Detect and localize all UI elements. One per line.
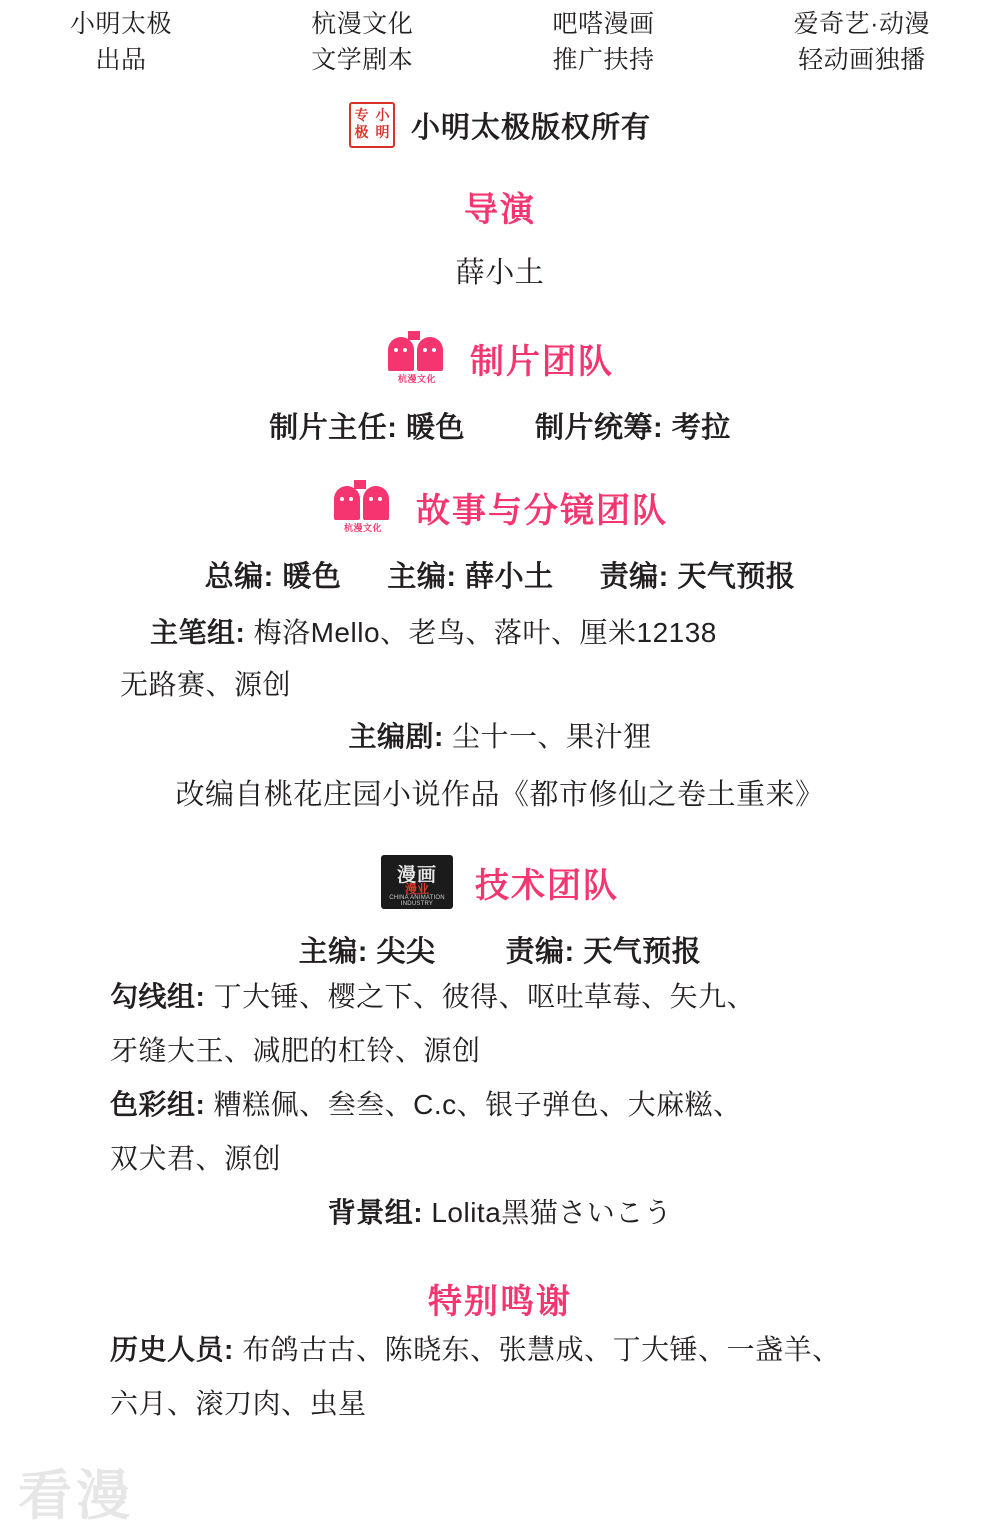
role-label: 制片统筹: (535, 412, 664, 444)
color-line (110, 1078, 890, 1132)
credit-role (205, 554, 342, 595)
credit-role (506, 929, 702, 970)
sponsor-line-1: 杭漫文化 (311, 10, 414, 38)
section-title: 导演 (464, 191, 536, 229)
role-label: 背景组: (327, 1197, 424, 1228)
role-value: 糟糕佩、叁叁、C.c、银子弹色、大麻糍、 (213, 1089, 742, 1120)
section-title: 故事与分镜团队 (416, 491, 668, 530)
logo-caption: 杭漫文化 (397, 374, 436, 384)
sponsor-line-1: 吧嗒漫画 (552, 10, 655, 38)
adaptation-line: 改编自桃花庄园小说作品《都市修仙之卷土重来》 (175, 779, 825, 811)
role-value: 尖尖 (376, 936, 436, 968)
lineart-continued: 牙缝大王、减肥的杠铃、源创 (110, 1035, 481, 1066)
lineart-line (110, 970, 890, 1024)
color-continued: 双犬君、源创 (110, 1143, 282, 1174)
role-label: 色彩组: (110, 1089, 206, 1120)
role-value: 布鸽古古、陈晓东、张慧成、丁大锤、一盏羊、 (242, 1334, 841, 1365)
logo-caption: 杭漫文化 (343, 523, 382, 533)
lead-artists-continued: 无路赛、源创 (120, 669, 292, 700)
credit-role (600, 554, 796, 595)
seal-char: 小 (375, 109, 390, 124)
logo-sub-text: 漫业 (404, 882, 429, 896)
lead-artists-line (120, 607, 880, 659)
history-continued: 六月、滚刀肉、虫星 (110, 1388, 367, 1419)
credit-role (387, 554, 553, 595)
seal-char: 专 (354, 109, 369, 124)
section-title: 特别鸣谢 (428, 1283, 572, 1321)
history-line (110, 1323, 890, 1377)
role-label: 主笔组: (150, 617, 246, 648)
hangman-culture-logo-icon (386, 331, 448, 385)
role-value: 丁大锤、樱之下、彼得、呕吐草莓、矢九、 (213, 981, 756, 1012)
section-title: 制片团队 (470, 342, 614, 381)
logo-tiny-text: CHINA ANIMATION INDUSTRY (389, 895, 445, 907)
production-roles (0, 405, 1000, 446)
role-value: 暖色 (405, 412, 465, 444)
lead-writer-line (120, 711, 880, 763)
story-credit-block (0, 607, 1000, 763)
sponsor-item (70, 6, 172, 78)
comic-industry-logo-icon (381, 855, 453, 909)
background-line (110, 1186, 890, 1240)
role-value: 梅洛Mello、老鸟、落叶、厘米12138 (253, 617, 717, 648)
role-label: 主编: (387, 561, 457, 593)
sponsor-line-2: 推广扶持 (552, 46, 655, 74)
thanks-credit-block (0, 1323, 1000, 1431)
section-title: 技术团队 (475, 866, 619, 905)
role-label: 勾线组: (110, 981, 206, 1012)
role-label: 历史人员: (110, 1334, 234, 1365)
role-value: 天气预报 (677, 561, 796, 593)
seal-stamp-icon (349, 102, 395, 148)
role-label: 制片主任: (269, 412, 398, 444)
section-header-tech (0, 855, 1000, 909)
sponsor-line-1: 小明太极 (70, 10, 173, 38)
credit-role (535, 405, 731, 446)
sponsor-item (794, 6, 930, 78)
tech-roles (0, 929, 1000, 970)
copyright-line (0, 102, 1000, 148)
role-value: 暖色 (282, 561, 342, 593)
sponsor-line-2: 出品 (95, 46, 147, 74)
section-header-thanks (0, 1274, 1000, 1323)
role-label: 责编: (505, 936, 575, 968)
section-header-director (0, 182, 1000, 231)
director-name: 薛小土 (455, 257, 545, 289)
logo-cn-text: 漫画 (396, 865, 437, 886)
seal-char: 极 (354, 126, 369, 141)
sponsor-item (552, 6, 654, 78)
sponsor-row (0, 0, 1000, 78)
tech-credit-block (0, 970, 1000, 1240)
role-label: 主编: (298, 936, 368, 968)
seal-char: 明 (375, 126, 390, 141)
sponsor-line-2: 文学剧本 (311, 46, 414, 74)
sponsor-line-2: 轻动画独播 (798, 46, 926, 74)
role-value: 尘十一、果汁狸 (452, 721, 652, 752)
role-label: 总编: (204, 561, 274, 593)
role-value: 薛小土 (465, 561, 554, 593)
copyright-text: 小明太极版权所有 (410, 111, 651, 144)
role-value: Lolita黑猫さいこう (431, 1197, 673, 1228)
sponsor-line-1: 爱奇艺·动漫 (793, 10, 930, 38)
credit-role (299, 929, 436, 970)
section-header-production (0, 331, 1000, 385)
role-label: 责编: (599, 561, 669, 593)
watermark: 看漫 (18, 1466, 134, 1526)
story-roles (0, 554, 1000, 595)
section-header-story (0, 480, 1000, 534)
role-value: 天气预报 (583, 936, 702, 968)
role-value: 考拉 (671, 412, 731, 444)
hangman-culture-logo-icon (332, 480, 394, 534)
role-label: 主编剧: (348, 721, 444, 752)
credit-role (269, 405, 465, 446)
sponsor-item (311, 6, 413, 78)
